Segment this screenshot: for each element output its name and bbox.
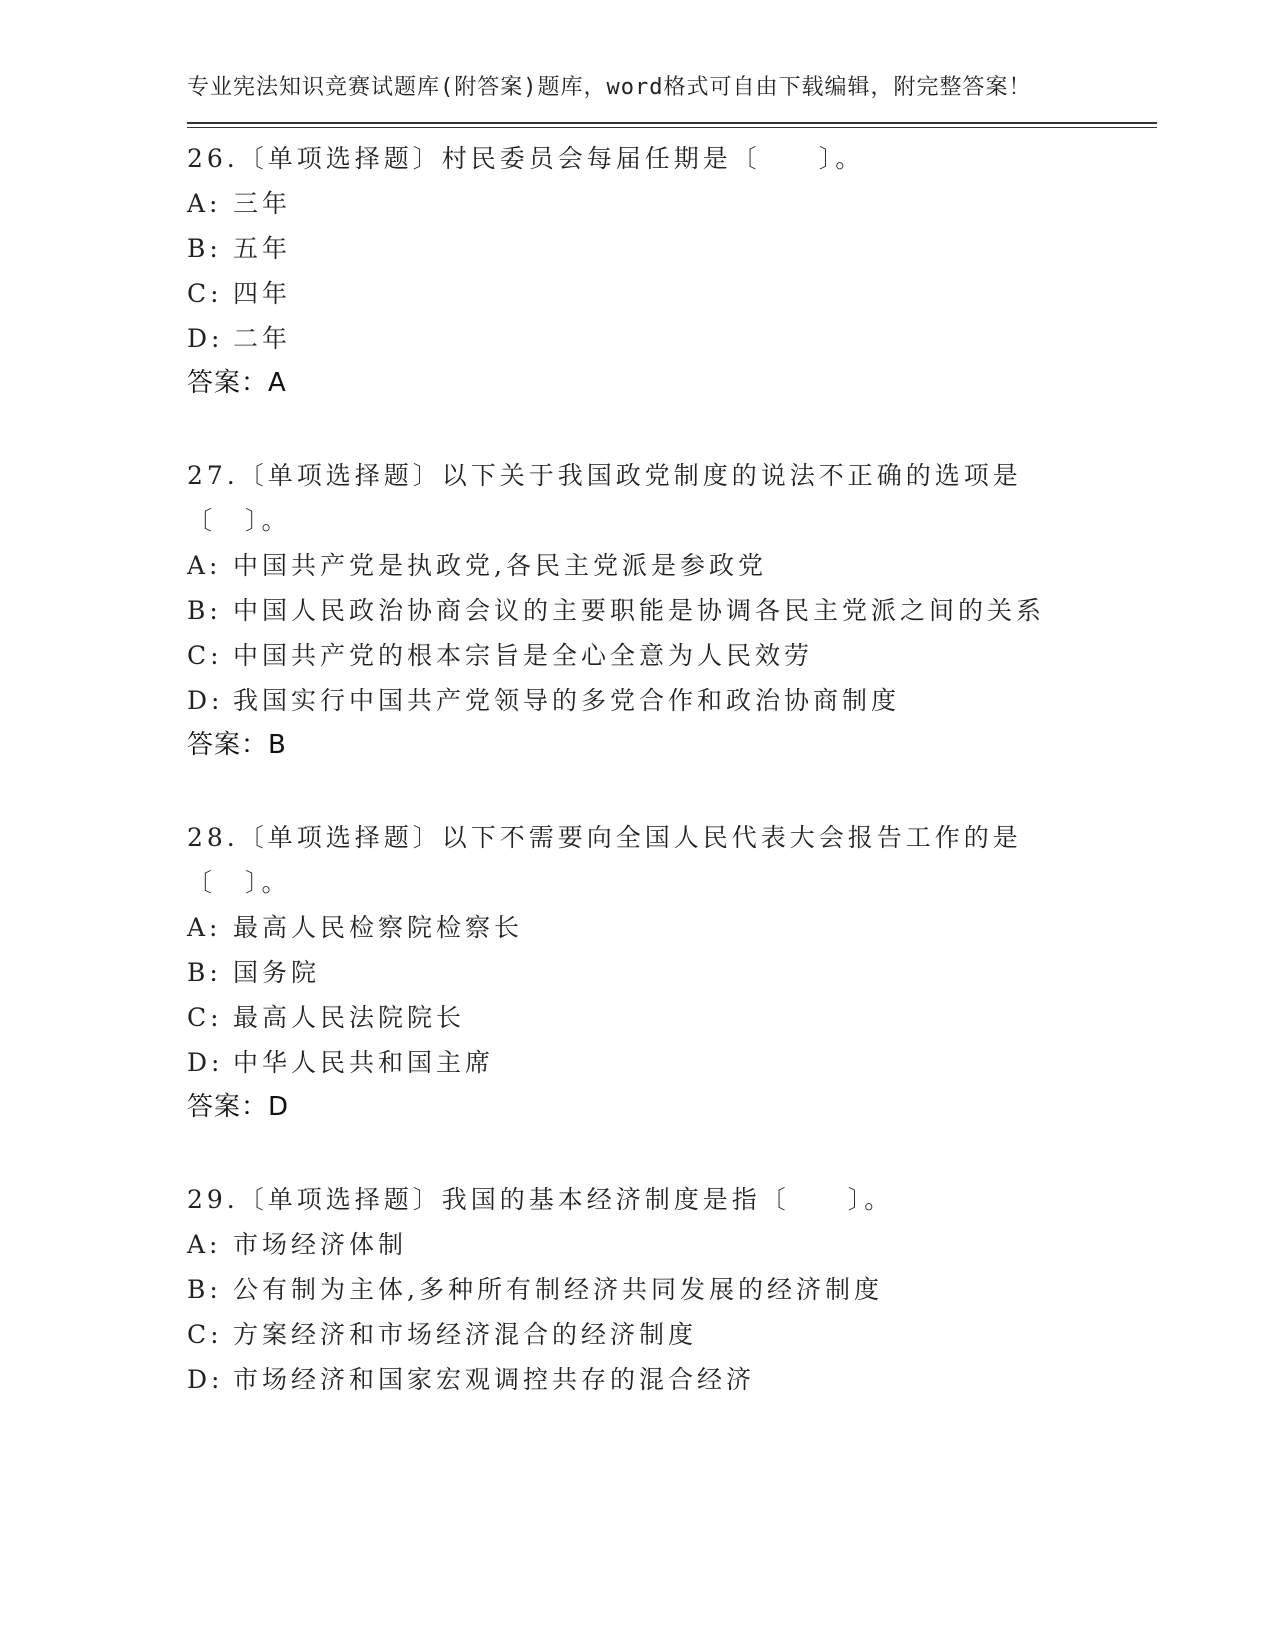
question-block	[187, 1177, 1157, 1402]
option-text: 中国共产党的根本宗旨是全心全意为人民效劳	[233, 641, 814, 670]
answer-option	[187, 1222, 1157, 1267]
option-letter: D:	[187, 1048, 224, 1077]
option-text: 方案经济和市场经济混合的经济制度	[233, 1320, 698, 1349]
option-text: 四年	[233, 279, 292, 308]
question-list	[187, 136, 1157, 1402]
answer-option	[187, 226, 1157, 271]
option-text: 最高人民检察院检察长	[233, 913, 524, 942]
answer-option	[187, 588, 1157, 633]
answer-option	[187, 905, 1157, 950]
option-text: 中国人民政治协商会议的主要职能是协调各民主党派之间的关系	[233, 596, 1046, 625]
option-text: 中华人民共和国主席	[233, 1048, 495, 1077]
answer-key: 答案：D	[187, 1092, 290, 1122]
option-letter: B:	[187, 958, 222, 987]
option-letter: D:	[187, 324, 224, 353]
answer-option	[187, 271, 1157, 316]
document-header: 专业宪法知识竞赛试题库(附答案)题库，word格式可自由下载编辑，附完整答案！	[187, 75, 1032, 100]
option-text: 二年	[233, 324, 292, 353]
option-letter: B:	[187, 1275, 222, 1304]
answer-option	[187, 543, 1157, 588]
option-text: 我国实行中国共产党领导的多党合作和政治协商制度	[233, 686, 901, 715]
option-text: 中国共产党是执政党,各民主党派是参政党	[233, 551, 767, 580]
option-letter: C:	[187, 279, 223, 308]
option-letter: D:	[187, 1365, 224, 1394]
answer-option	[187, 995, 1157, 1040]
answer-option	[187, 1267, 1157, 1312]
option-text: 公有制为主体,多种所有制经济共同发展的经济制度	[233, 1275, 883, 1304]
option-text: 市场经济和国家宏观调控共存的混合经济	[233, 1365, 756, 1394]
question-stem: 26.〔单项选择题〕村民委员会每届任期是〔 〕。	[187, 144, 865, 173]
answer-key: 答案：B	[187, 730, 287, 760]
question-stem: 27.〔单项选择题〕以下关于我国政党制度的说法不正确的选项是〔 〕。	[187, 461, 1022, 535]
option-letter: A:	[187, 551, 222, 580]
option-letter: A:	[187, 1230, 222, 1259]
option-letter: D:	[187, 686, 224, 715]
question-stem: 28.〔单项选择题〕以下不需要向全国人民代表大会报告工作的是〔 〕。	[187, 823, 1022, 897]
option-text: 市场经济体制	[233, 1230, 408, 1259]
question-block	[187, 815, 1157, 1130]
option-letter: C:	[187, 1320, 223, 1349]
option-text: 最高人民法院院长	[233, 1003, 466, 1032]
answer-key: 答案：A	[187, 368, 287, 398]
option-letter: A:	[187, 189, 222, 218]
option-letter: A:	[187, 913, 222, 942]
option-letter: C:	[187, 1003, 223, 1032]
answer-option	[187, 316, 1157, 361]
option-text: 三年	[233, 189, 292, 218]
answer-option	[187, 633, 1157, 678]
answer-option	[187, 950, 1157, 995]
answer-option	[187, 181, 1157, 226]
answer-option	[187, 678, 1157, 723]
option-letter: C:	[187, 641, 223, 670]
option-letter: B:	[187, 596, 222, 625]
answer-option	[187, 1040, 1157, 1085]
question-stem: 29.〔单项选择题〕我国的基本经济制度是指〔 〕。	[187, 1185, 894, 1214]
question-block	[187, 136, 1157, 406]
document-page	[187, 72, 1157, 1402]
option-letter: B:	[187, 234, 222, 263]
question-block	[187, 453, 1157, 768]
answer-option	[187, 1357, 1157, 1402]
answer-option	[187, 1312, 1157, 1357]
option-text: 国务院	[233, 958, 321, 987]
option-text: 五年	[233, 234, 292, 263]
header-divider	[187, 122, 1157, 128]
